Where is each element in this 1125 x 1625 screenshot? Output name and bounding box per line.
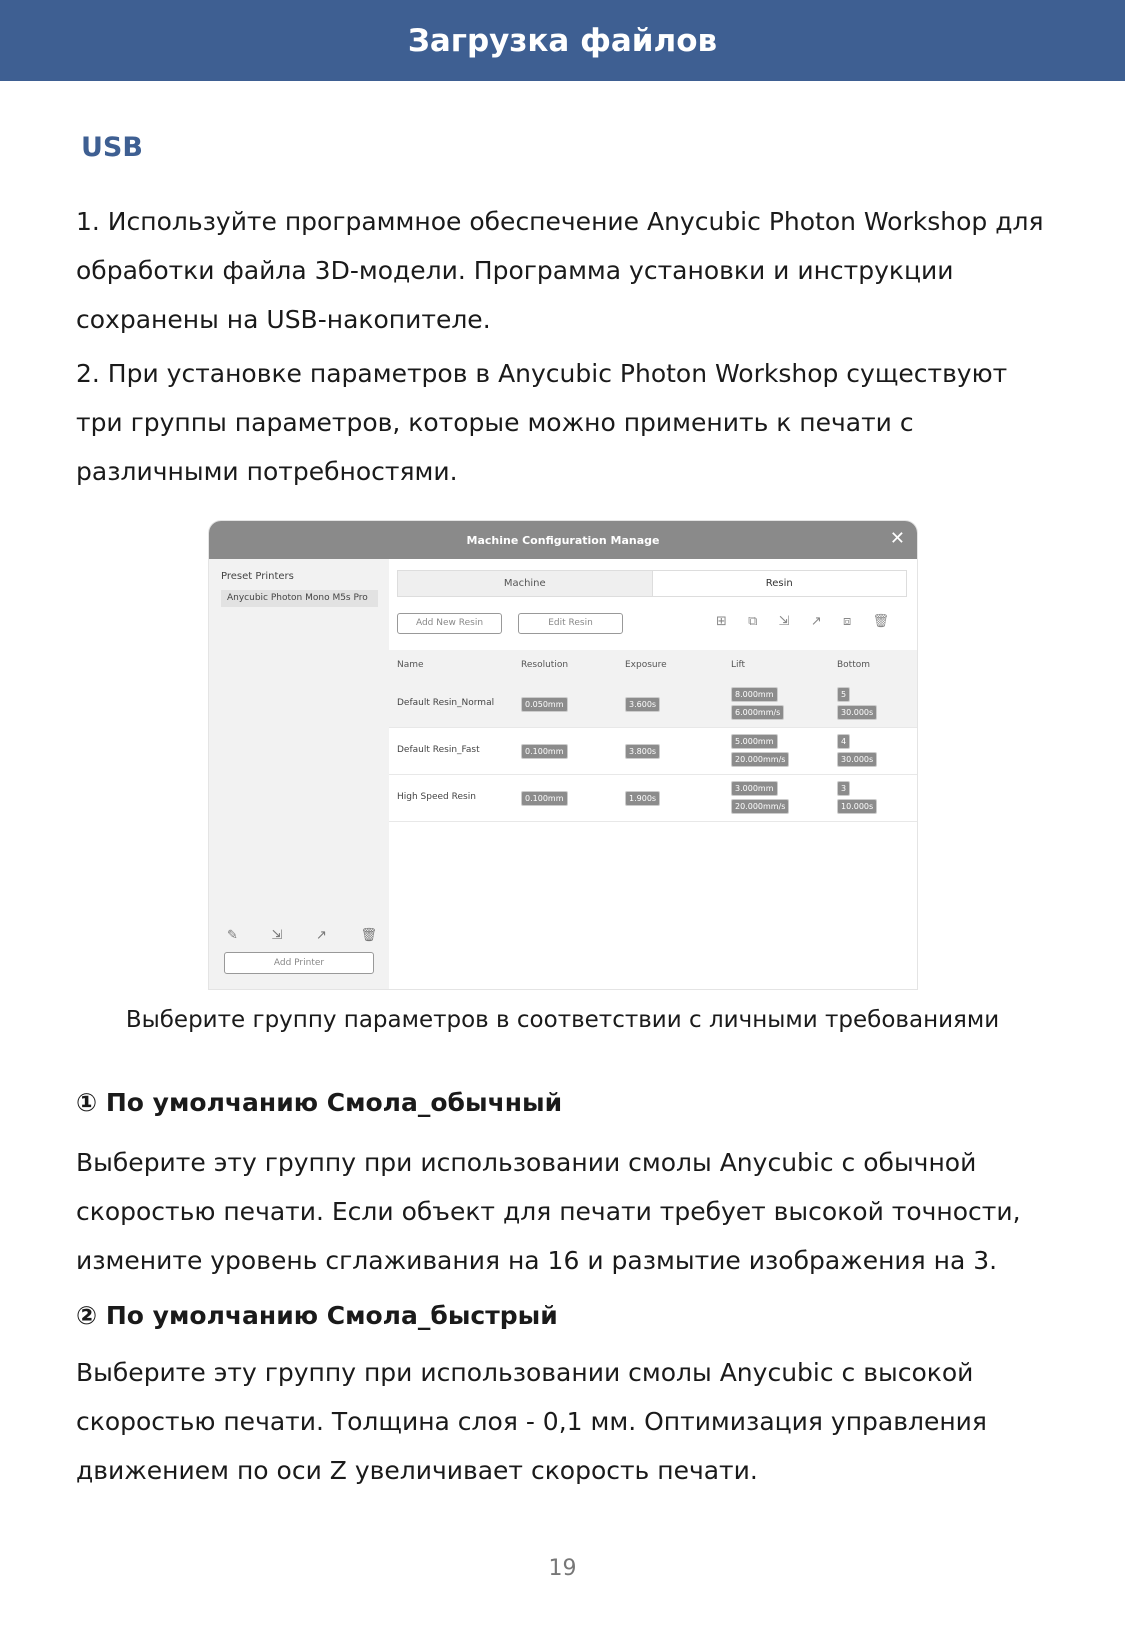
printer-list-item[interactable]: Anycubic Photon Mono M5s Pro [221, 590, 378, 607]
tab-resin[interactable]: Resin [652, 571, 907, 596]
resin-table-header [389, 650, 917, 680]
column-header-name: Name [397, 660, 424, 670]
import-icon[interactable]: ⇲ [778, 614, 790, 629]
config-manager-window [209, 521, 917, 989]
resin-toolbar [716, 614, 889, 629]
add-printer-button[interactable]: Add Printer [224, 952, 374, 974]
lift-height-value: 3.000mm [731, 781, 778, 796]
lift-speed-value: 6.000mm/s [731, 705, 784, 720]
column-header-lift: Lift [731, 660, 746, 670]
add-new-resin-button[interactable]: Add New Resin [397, 613, 502, 634]
bottom-exposure-value: 10.000s [837, 799, 877, 814]
lift-height-value: 8.000mm [731, 687, 778, 702]
resin-name: High Speed Resin [397, 792, 476, 802]
option-text-normal: Выберите эту группу при использовании смолы Anycubic с обычной скоростью печати. Если объект для печати требует высокой точности, измените уровень сглаживания на 16 и размытие изображения на 3. [76, 1148, 1021, 1275]
lift-speed-value: 20.000mm/s [731, 752, 789, 767]
printer-toolbar [227, 928, 377, 943]
page-header [0, 0, 1125, 81]
window-title: Machine Configuration Manage [466, 533, 660, 547]
table-row[interactable] [389, 774, 917, 822]
instruction-paragraph-2: 2. При установке параметров в Anycubic Photon Workshop существуют три группы параметров, которые можно применить к печати с различными потребностями. [76, 359, 1008, 486]
export-icon[interactable]: ↗ [315, 928, 327, 943]
close-icon[interactable]: ✕ [889, 528, 905, 549]
window-titlebar [209, 521, 917, 559]
tab-machine[interactable]: Machine [398, 571, 652, 596]
edit-resin-button[interactable]: Edit Resin [518, 613, 623, 634]
column-header-resolution: Resolution [521, 660, 569, 670]
export-icon[interactable]: ↗ [810, 614, 822, 629]
column-header-exposure: Exposure [625, 660, 667, 670]
add-icon[interactable]: ⊞ [716, 614, 727, 629]
column-header-bottom: Bottom [837, 660, 871, 670]
resolution-value: 0.100mm [521, 791, 568, 806]
resin-name: Default Resin_Normal [397, 698, 495, 708]
table-row[interactable] [389, 727, 917, 775]
table-row[interactable] [389, 680, 917, 728]
option-heading-fast: ② По умолчанию Смола_быстрый [76, 1301, 558, 1330]
bottom-layers-value: 5 [837, 687, 850, 702]
exposure-value: 3.800s [625, 744, 660, 759]
figure-caption: Выберите группу параметров в соответствии с личными требованиями [125, 1007, 1000, 1033]
edit-icon[interactable]: ✎ [227, 928, 238, 943]
config-tabs [397, 570, 907, 597]
page-title: Загрузка файлов [407, 22, 718, 59]
bottom-exposure-value: 30.000s [837, 752, 877, 767]
bottom-exposure-value: 30.000s [837, 705, 877, 720]
preset-printers-label: Preset Printers [221, 571, 294, 582]
section-label: USB [81, 132, 143, 163]
bottom-layers-value: 4 [837, 734, 850, 749]
resolution-value: 0.050mm [521, 697, 568, 712]
bottom-layers-value: 3 [837, 781, 850, 796]
option-heading-normal: ① По умолчанию Смола_обычный [76, 1088, 563, 1117]
copy-icon[interactable]: ⧉ [748, 614, 758, 629]
lift-speed-value: 20.000mm/s [731, 799, 789, 814]
exposure-value: 1.900s [625, 791, 660, 806]
delete-icon[interactable]: 🗑 [872, 614, 889, 629]
option-text-fast: Выберите эту группу при использовании смолы Anycubic с высокой скоростью печати. Толщина слоя - 0,1 мм. Оптимизация управления движением по оси Z увеличивает скорость печати. [76, 1358, 987, 1485]
delete-icon[interactable]: 🗑 [360, 928, 377, 943]
exposure-value: 3.600s [625, 697, 660, 712]
resin-name: Default Resin_Fast [397, 745, 480, 755]
lift-height-value: 5.000mm [731, 734, 778, 749]
page-number: 19 [548, 1556, 577, 1581]
instruction-paragraph-1: 1. Используйте программное обеспечение Anycubic Photon Workshop для обработки файла 3D-модели. Программа установки и инструкции сохранены на USB-накопителе. [76, 207, 1044, 334]
preset-printers-sidebar [209, 559, 389, 989]
import-icon[interactable]: ⇲ [271, 928, 283, 943]
duplicate-icon[interactable]: ⧈ [842, 614, 852, 629]
resolution-value: 0.100mm [521, 744, 568, 759]
